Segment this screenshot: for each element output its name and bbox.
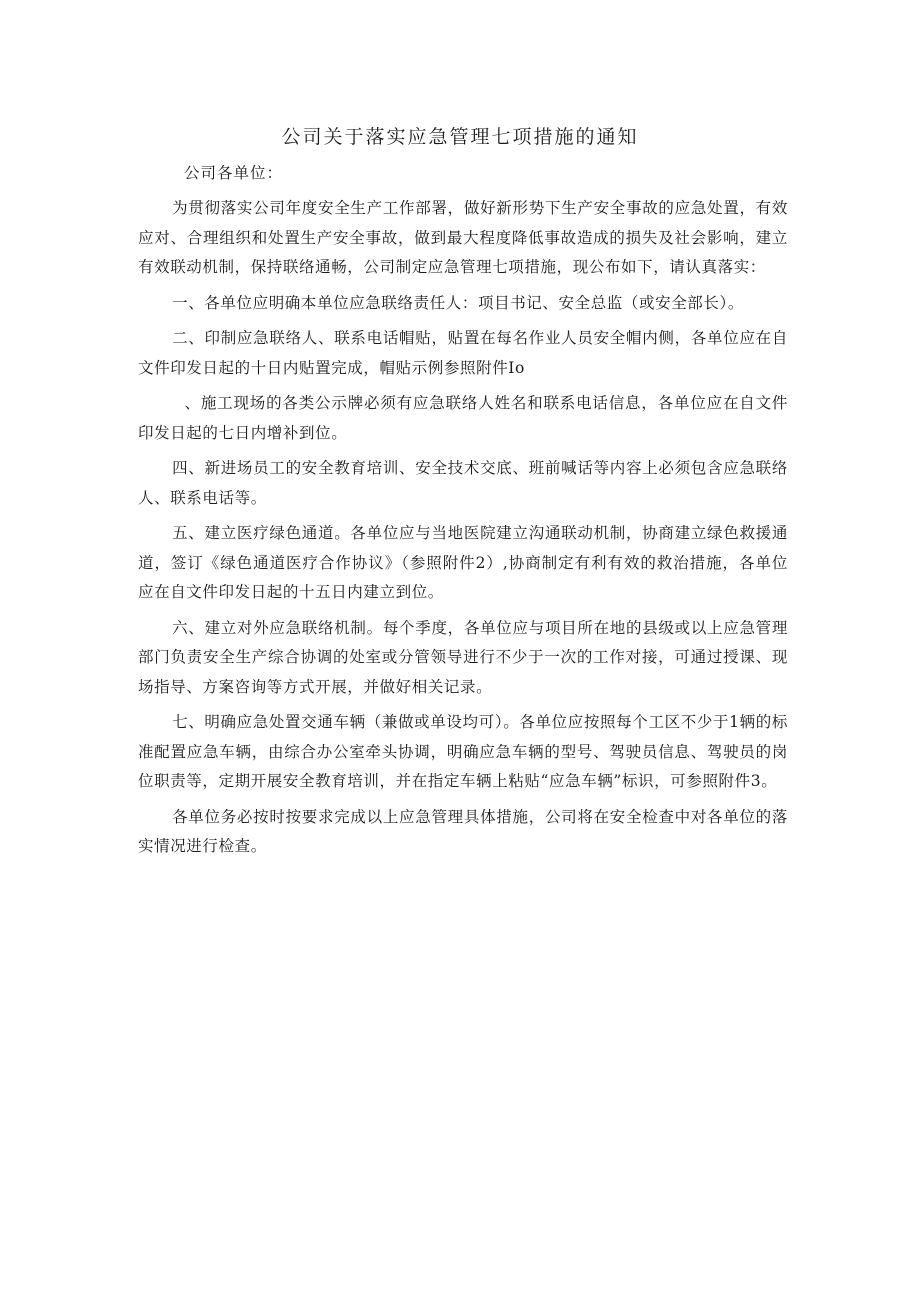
paragraph-item-3: 、施工现场的各类公示牌必须有应急联络人姓名和联系电话信息，各单位应在自文件印发日起的七日内增补到位。 <box>138 394 788 442</box>
document-title: 公司关于落实应急管理七项措施的通知 <box>281 126 639 148</box>
salutation: 公司各单位： <box>184 164 284 182</box>
paragraph-item-1: 一、各单位应明确本单位应急联络责任人：项目书记、安全总监（或安全部长）。 <box>172 293 744 312</box>
paragraph-item-4: 四、新进场员工的安全教育培训、安全技术交底、班前喊话等内容上必须包含应急联络人、联系电话等。 <box>138 459 788 507</box>
paragraph-item-6: 六、建立对外应急联络机制。每个季度，各单位应与项目所在地的县级或以上应急管理部门负责安全生产综合协调的处室或分管领导进行不少于一次的工作对接，可通过授课、现场指导、方案咨询等方式开展，并做好相关记录。 <box>138 618 788 696</box>
paragraph-intro: 为贯彻落实公司年度安全生产工作部署，做好新形势下生产安全事故的应急处置，有效应对、合理组织和处置生产安全事故，做到最大程度降低事故造成的损失及社会影响，建立有效联动机制，保持联络通畅，公司制定应急管理七项措施，现公布如下，请认真落实： <box>138 199 788 276</box>
paragraph-closing: 各单位务必按时按要求完成以上应急管理具体措施，公司将在安全检查中对各单位的落实情况进行检查。 <box>138 807 788 855</box>
paragraph-item-7: 七、明确应急处置交通车辆（兼做或单设均可）。各单位应按照每个工区不少于1辆的标准配置应急车辆，由综合办公室牵头协调，明确应急车辆的型号、驾驶员信息、驾驶员的岗位职责等，定期开展安全教育培训，并在指定车辆上粘贴“应急车辆”标识，可参照附件3。 <box>138 713 788 790</box>
paragraph-item-2: 二、印制应急联络人、联系电话帽贴，贴置在每名作业人员安全帽内侧，各单位应在自文件印发日起的十日内贴置完成，帽贴示例参照附件Io <box>138 329 788 377</box>
document-body <box>138 194 788 868</box>
paragraph-item-5: 五、建立医疗绿色通道。各单位应与当地医院建立沟通联动机制，协商建立绿色救援通道，签订《绿色通道医疗合作协议》（参照附件2）,协商制定有利有效的救治措施，各单位应在自文件印发日起的十五日内建立到位。 <box>138 524 788 601</box>
